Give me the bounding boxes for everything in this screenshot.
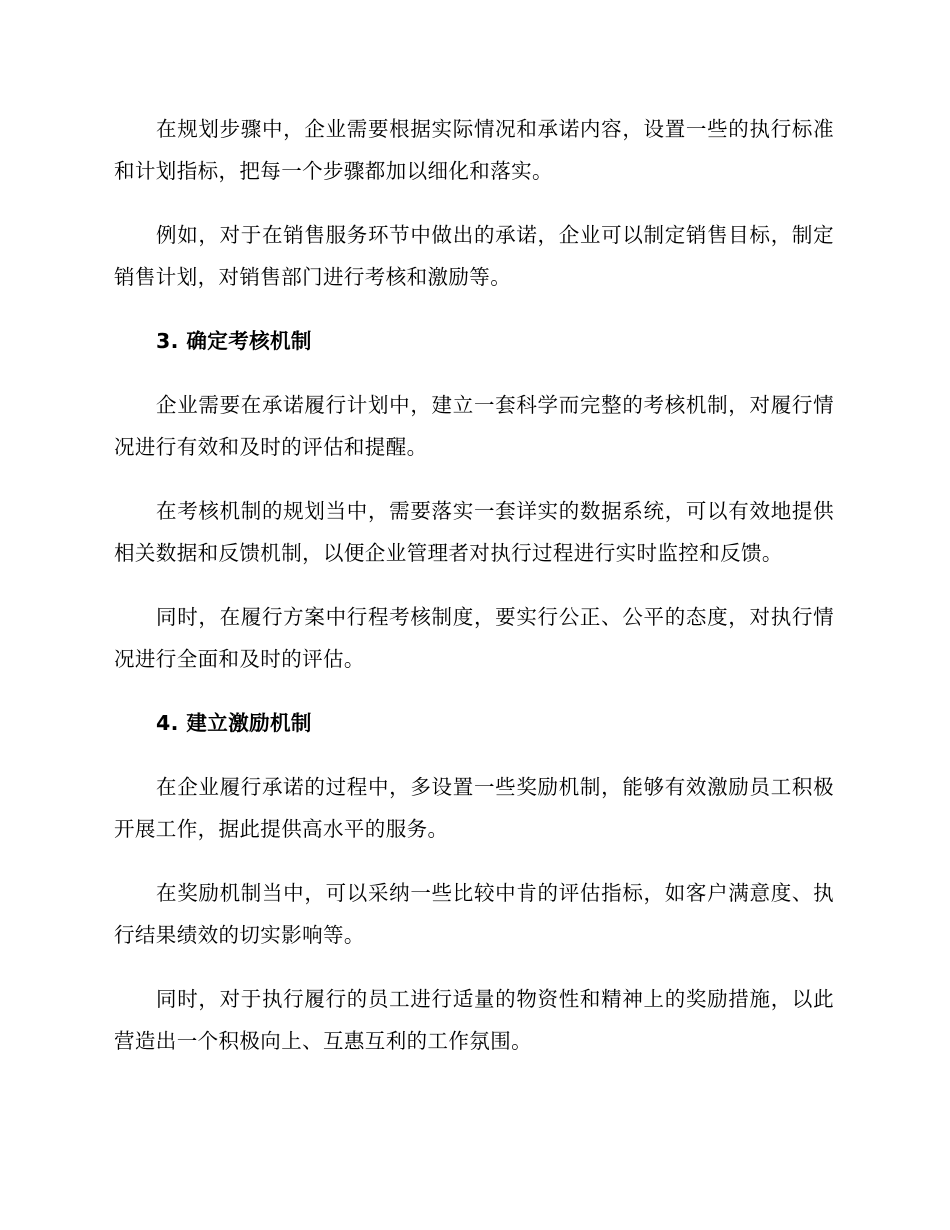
- paragraph-data-system: 在考核机制的规划当中，需要落实一套详实的数据系统，可以有效地提供相关数据和反馈机制，以便企业管理者对执行过程进行实时监控和反馈。: [114, 499, 834, 565]
- document-page: [114, 108, 834, 1084]
- section-heading-assessment: 3. 确定考核机制: [156, 329, 312, 353]
- paragraph-fair-evaluation: 同时，在履行方案中行程考核制度，要实行公正、公平的态度，对执行情况进行全面和及时的评估。: [114, 605, 834, 671]
- paragraph-assessment-mechanism: 企业需要在承诺履行计划中，建立一套科学而完整的考核机制，对履行情况进行有效和及时的评估和提醒。: [114, 393, 834, 459]
- section-heading-incentive: 4. 建立激励机制: [156, 711, 312, 735]
- paragraph-sales-example: 例如，对于在销售服务环节中做出的承诺，企业可以制定销售目标，制定销售计划，对销售部门进行考核和激励等。: [114, 223, 834, 289]
- paragraph-reward-mechanism: 在企业履行承诺的过程中，多设置一些奖励机制，能够有效激励员工积极开展工作，据此提供高水平的服务。: [114, 775, 834, 841]
- paragraph-evaluation-indicators: 在奖励机制当中，可以采纳一些比较中肯的评估指标，如客户满意度、执行结果绩效的切实影响等。: [114, 881, 834, 947]
- paragraph-planning-steps: 在规划步骤中，企业需要根据实际情况和承诺内容，设置一些的执行标准和计划指标，把每一个步骤都加以细化和落实。: [114, 117, 834, 183]
- paragraph-material-spiritual-rewards: 同时，对于执行履行的员工进行适量的物资性和精神上的奖励措施，以此营造出一个积极向上、互惠互利的工作氛围。: [114, 987, 834, 1053]
